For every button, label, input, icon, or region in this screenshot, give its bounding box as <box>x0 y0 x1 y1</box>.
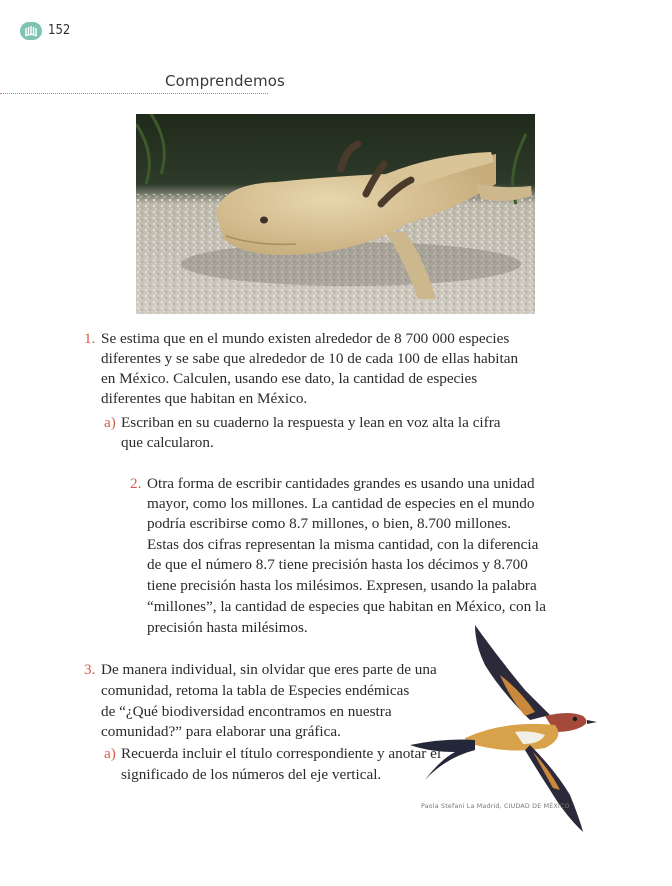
item-2-line: mayor, como los millones. La cantidad de especies en el mundo <box>147 495 535 512</box>
item-2-line: Otra forma de escribir cantidades grandes es usando una unidad <box>147 475 535 492</box>
item-1-line: Se estima que en el mundo existen alrededor de 8 700 000 especies <box>101 330 510 347</box>
item-1a-line: que calcularon. <box>121 434 214 451</box>
illustration-credit: Paola Stefani La Madrid, CIUDAD DE MÉXICO <box>421 803 570 810</box>
section-rule <box>0 93 268 94</box>
item-3a-line: significado de los números del eje vertical. <box>121 766 382 783</box>
page-number: 152 <box>48 23 71 38</box>
item-2-number: 2. <box>130 475 142 492</box>
item-3-number: 3. <box>84 661 96 678</box>
item-2-line: de que el número 8.7 tiene precisión hasta los décimos y 8.700 <box>147 556 528 573</box>
item-2-line: podría escribirse como 8.7 millones, o bien, 8.700 millones. <box>147 515 512 532</box>
axolotl-photo <box>136 114 535 314</box>
item-3-line: De manera individual, sin olvidar que eres parte de una <box>101 661 437 678</box>
item-1a-line: Escriban en su cuaderno la respuesta y lean en voz alta la cifra <box>121 414 501 431</box>
item-1-line: en México. Calculen, usando ese dato, la cantidad de especies <box>101 370 478 387</box>
book-icon <box>20 22 42 40</box>
item-1-line: diferentes y se sabe que alrededor de 10 de cada 100 de ellas habitan <box>101 350 519 367</box>
item-2-line: “millones”, la cantidad de especies que habitan en México, con la <box>147 598 546 615</box>
item-2-line: precisión hasta milésimos. <box>147 619 308 636</box>
item-1-number: 1. <box>84 330 96 347</box>
item-3-line: comunidad, retoma la tabla de Especies endémicas <box>101 682 410 699</box>
item-3-line: de “¿Qué biodiversidad encontramos en nuestra <box>101 703 392 720</box>
section-title: Comprendemos <box>165 72 285 90</box>
item-3-line: comunidad?” para elaborar una gráfica. <box>101 723 341 740</box>
item-3a-letter: a) <box>104 745 116 762</box>
item-1a-letter: a) <box>104 414 116 431</box>
item-2-line: Estas dos cifras representan la misma cantidad, con la diferencia <box>147 536 539 553</box>
item-1-line: diferentes que habitan en México. <box>101 390 308 407</box>
item-2-line: tiene precisión hasta los milésimos. Expresen, usando la palabra <box>147 577 537 594</box>
item-3a-line: Recuerda incluir el título correspondiente y anotar el <box>121 745 442 762</box>
